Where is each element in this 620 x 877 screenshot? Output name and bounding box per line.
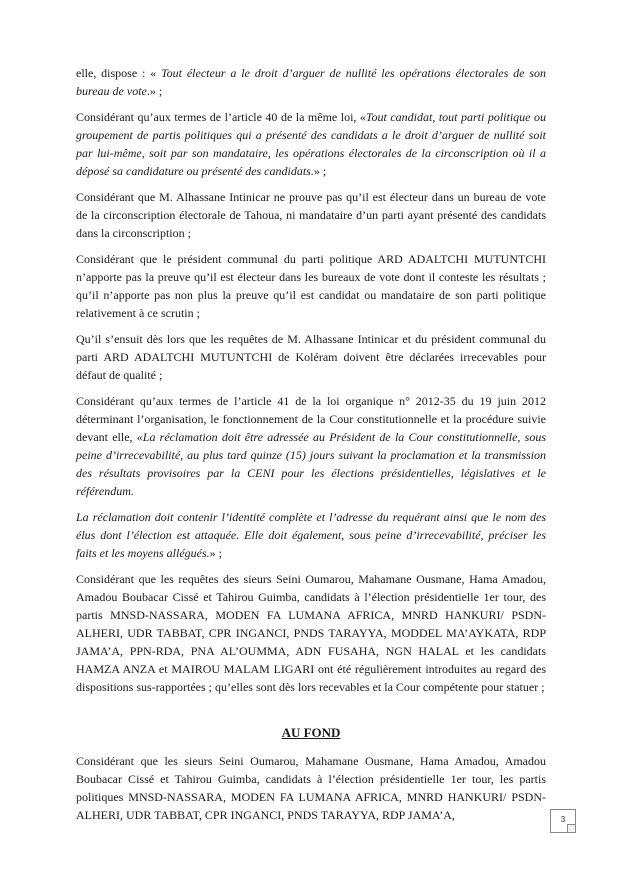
quoted-text: Tout candidat, tout parti politique ou groupement de partis politiques qui a présenté des candidats a le droit d’arguer de nullité soit par lui-même, soit par son mandataire, les opérations électorales de la circonscription où il a déposé sa candidature ou présenté des candidats. — [76, 110, 546, 178]
paragraph-text: Considérant que M. Alhassane Intinicar ne prouve pas qu’il est électeur dans un bureau de vote de la circonscription électorale de Tahoua, ni mandataire d’un parti ayant présenté des candidats dans la circonscription ; — [76, 190, 546, 240]
paragraph-text: » ; — [313, 164, 327, 178]
paragraph — [76, 188, 546, 242]
paragraphs-before-heading — [76, 64, 546, 696]
quoted-text: La réclamation doit contenir l’identité complète et l’adresse du requérant ainsi que le nom des élus dont l’élection est attaquée. Elle doit également, sous peine d’irrecevabilité, préciser les faits et les moyens allégués. — [76, 510, 546, 560]
paragraph — [76, 250, 546, 322]
quoted-text: Tout électeur a le droit d’arguer de nullité les opérations électorales de son bureau de vote — [76, 66, 546, 98]
section-heading: AU FOND — [281, 725, 341, 740]
page-number: 3 — [560, 815, 566, 824]
paragraph — [76, 330, 546, 384]
paragraph — [76, 570, 546, 696]
paragraph — [76, 752, 546, 824]
paragraph — [76, 508, 546, 562]
paragraph — [76, 392, 546, 500]
paragraph-text: Considérant qu’aux termes de l’article 41 de la loi organique n° 2012-35 du 19 juin 2012 déterminant l’organisation, le fonctionnement de la Cour constitutionnelle et la procédure suivie devant elle, « — [76, 394, 546, 444]
paragraph-text: Qu’il s’ensuit dès lors que les requêtes de M. Alhassane Intinicar et du président communal du parti ARD ADALTCHI MUTUNTCHI de Koléram doivent être déclarées irrecevables pour défaut de qualité ; — [76, 332, 546, 382]
paragraph-text: Considérant que les sieurs Seini Oumarou, Mahamane Ousmane, Hama Amadou, Amadou Boubacar Cissé et Tahirou Guimba, candidats à l’élection présidentielle 1er tour, les partis politiques MNSD-NASSARA, MODEN FA LUMANA AFRICA, MNRD HANKURI/ PSDN-ALHERI, UDR TABBAT, CPR INGANCI, PNDS TARAYYA, RDP JAMA’A, — [76, 754, 546, 822]
paragraph — [76, 64, 546, 100]
paragraph-text: » ; — [209, 546, 222, 560]
paragraph — [76, 108, 546, 180]
paragraph-text: Considérant que le président communal du parti politique ARD ADALTCHI MUTUNTCHI n’apporte pas la preuve qu’il est électeur dans les bureaux de vote dont il conteste les résultats ; qu’il n’apporte pas non plus la preuve qu’il est candidat ou mandataire de son parti politique relativement à ce scrutin ; — [76, 252, 546, 320]
paragraphs-after-heading — [76, 752, 546, 824]
paragraph-text: Considérant qu’aux termes de l’article 40 de la même loi, « — [76, 110, 366, 124]
page-number-box — [550, 809, 576, 833]
page-corner-icon — [567, 824, 575, 832]
page-content — [76, 64, 546, 832]
paragraph-text: .» ; — [146, 84, 163, 98]
paragraph-text: Considérant que les requêtes des sieurs Seini Oumarou, Mahamane Ousmane, Hama Amadou, Amadou Boubacar Cissé et Tahirou Guimba, candidats à l’élection présidentielle 1er tour, des partis MNSD-NASSARA, MODEN FA LUMANA AFRICA, MNRD HANKURI/ PSDN-ALHERI, UDR TABBAT, CPR INGANCI, PNDS TARAYYA, MODDEL MA’AYKATA, RDP JAMA’A, PPN-RDA, PNA AL’OUMMA, ADN FUSAHA, NGN HALAL et les candidats HAMZA ANZA et MAIROU MALAM LIGARI ont été régulièrement introduites au regard des dispositions sus-rapportées ; qu’elles sont dès lors recevables et la Cour compétente pour statuer ; — [76, 572, 546, 694]
quoted-text: La réclamation doit être adressée au Président de la Cour constitutionnelle, sous peine d’irrecevabilité, au plus tard quinze (15) jours suivant la proclamation et la transmission des résultats provisoires par la CENI pour les élections présidentielles, législatives et le référendum. — [76, 430, 546, 498]
paragraph-text: elle, dispose : « — [76, 66, 162, 80]
